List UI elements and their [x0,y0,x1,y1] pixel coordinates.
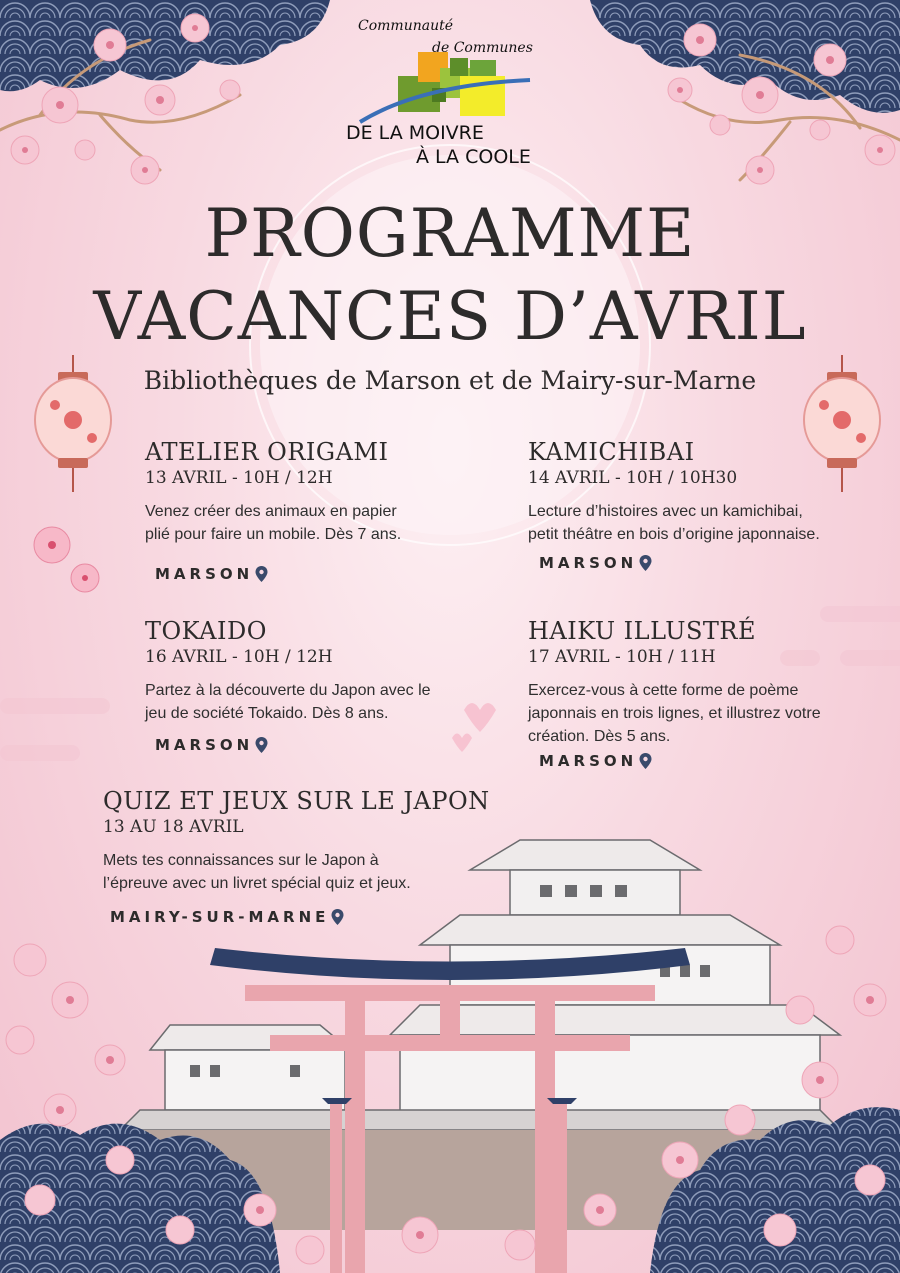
location-pin-icon [255,566,268,582]
event-description-line: l’épreuve avec un livret spécial quiz et jeux. [103,875,411,892]
event-location [539,554,652,572]
event-atelier-origami [145,438,475,546]
event-description-line: plié pour faire un mobile. Dès 7 ans. [145,526,402,543]
location-label: MARSON [539,554,638,572]
event-description-line: jeu de société Tokaido. Dès 8 ans. [145,705,389,722]
event-location [155,736,268,754]
event-description [103,849,523,895]
event-title: ATELIER ORIGAMI [145,438,389,466]
logo-name-line1: DE LA MOIVRE [346,122,484,144]
logo-line2: de Communes [432,40,533,56]
event-description-line: création. Dès 5 ans. [528,728,671,745]
event-title: HAIKU ILLUSTRÉ [528,617,756,645]
event-tokaido [145,617,475,725]
location-pin-icon [331,909,344,925]
subtitle: Bibliothèques de Marson et de Mairy-sur-Marne [143,366,757,395]
event-description [145,679,475,725]
event-description-line: japonnais en trois lignes, et illustrez votre [528,705,821,722]
event-description-line: Mets tes connaissances sur le Japon à [103,852,379,869]
location-label: MARSON [155,736,254,754]
title-line1: PROGRAMME [204,195,696,272]
event-haiku-illustre [528,617,888,748]
location-label: MAIRY-SUR-MARNE [110,908,330,926]
event-location [155,565,268,583]
event-title: TOKAIDO [145,617,267,645]
location-label: MARSON [155,565,254,583]
event-date: 14 AVRIL - 10H / 10H30 [528,468,738,488]
event-description [528,500,888,546]
event-date: 13 AU 18 AVRIL [103,817,244,837]
event-date: 13 AVRIL - 10H / 12H [145,468,333,488]
event-description [528,679,888,748]
event-description-line: Lecture d’histoires avec un kamichibai, [528,503,803,520]
event-date: 16 AVRIL - 10H / 12H [145,647,333,667]
location-pin-icon [255,737,268,753]
location-pin-icon [639,555,652,571]
event-description-line: Partez à la découverte du Japon avec le [145,682,431,699]
event-description [145,500,475,546]
logo-line1: Communauté [358,18,453,34]
event-description-line: Venez créer des animaux en papier [145,503,397,520]
event-quiz-jeux-japon [103,787,523,895]
location-pin-icon [639,753,652,769]
event-kamichibai [528,438,888,546]
logo [340,10,560,175]
event-description-line: petit théâtre en bois d’origine japonnaise. [528,526,820,543]
location-label: MARSON [539,752,638,770]
event-date: 17 AVRIL - 10H / 11H [528,647,716,667]
event-title: QUIZ ET JEUX SUR LE JAPON [103,787,490,815]
event-description-line: Exercez-vous à cette forme de poème [528,682,799,699]
title-line2: VACANCES D’AVRIL [93,278,807,355]
event-title: KAMICHIBAI [528,438,695,466]
event-location [539,752,652,770]
event-location [110,908,344,926]
logo-name-line2: À LA COOLE [416,146,531,168]
